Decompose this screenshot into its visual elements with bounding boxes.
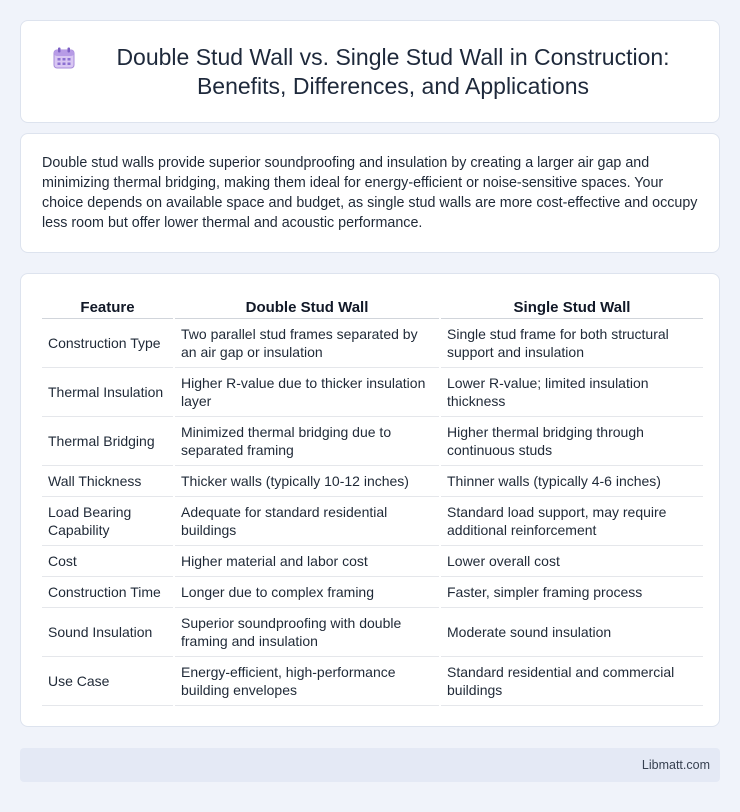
header-single-stud-wall: Single Stud Wall	[441, 295, 703, 319]
single-stud-cell: Lower overall cost	[441, 546, 703, 577]
table-row	[42, 368, 703, 417]
double-stud-cell: Minimized thermal bridging due to separated framing	[175, 417, 439, 466]
feature-cell: Construction Time	[42, 577, 173, 608]
table-row	[42, 417, 703, 466]
single-stud-cell: Moderate sound insulation	[441, 608, 703, 657]
single-stud-cell: Standard residential and commercial buildings	[441, 657, 703, 706]
feature-cell: Sound Insulation	[42, 608, 173, 657]
double-stud-cell: Two parallel stud frames separated by an air gap or insulation	[175, 319, 439, 368]
feature-cell: Wall Thickness	[42, 466, 173, 497]
double-stud-cell: Longer due to complex framing	[175, 577, 439, 608]
comparison-table-card	[20, 273, 720, 727]
header-double-stud-wall: Double Stud Wall	[175, 295, 439, 319]
feature-cell: Construction Type	[42, 319, 173, 368]
page-title: Double Stud Wall vs. Single Stud Wall in Construction: Benefits, Differences, and Applications	[116, 43, 670, 99]
footer-site-link[interactable]: Libmatt.com	[641, 758, 710, 772]
feature-cell: Thermal Bridging	[42, 417, 173, 466]
header-feature: Feature	[42, 295, 173, 319]
title-wrap	[21, 43, 719, 101]
table-row	[42, 466, 703, 497]
footer	[20, 748, 720, 782]
table-header-row	[42, 295, 703, 319]
table-row	[42, 657, 703, 706]
feature-cell: Use Case	[42, 657, 173, 706]
double-stud-cell: Adequate for standard residential buildings	[175, 497, 439, 546]
double-stud-cell: Energy-efficient, high-performance building envelopes	[175, 657, 439, 706]
single-stud-cell: Higher thermal bridging through continuous studs	[441, 417, 703, 466]
single-stud-cell: Lower R-value; limited insulation thickness	[441, 368, 703, 417]
feature-cell: Thermal Insulation	[42, 368, 173, 417]
table-row	[42, 608, 703, 657]
double-stud-cell: Higher material and labor cost	[175, 546, 439, 577]
comparison-table	[40, 295, 705, 706]
double-stud-cell: Superior soundproofing with double framing and insulation	[175, 608, 439, 657]
feature-cell: Load Bearing Capability	[42, 497, 173, 546]
single-stud-cell: Single stud frame for both structural support and insulation	[441, 319, 703, 368]
title-card	[20, 20, 720, 123]
table-row	[42, 546, 703, 577]
single-stud-cell: Faster, simpler framing process	[441, 577, 703, 608]
table-row	[42, 577, 703, 608]
single-stud-cell: Standard load support, may require additional reinforcement	[441, 497, 703, 546]
double-stud-cell: Higher R-value due to thicker insulation layer	[175, 368, 439, 417]
summary-card	[20, 133, 720, 253]
single-stud-cell: Thinner walls (typically 4-6 inches)	[441, 466, 703, 497]
summary-text: Double stud walls provide superior soundproofing and insulation by creating a larger air gap and minimizing thermal bridging, making them ideal for energy-efficient or noise-sensitive spaces. Your choice depends on available space and budget, as single stud walls are more cost-effective and occupy less room but offer lower thermal and acoustic performance.	[42, 155, 698, 231]
double-stud-cell: Thicker walls (typically 10-12 inches)	[175, 466, 439, 497]
feature-cell: Cost	[42, 546, 173, 577]
calendar-icon	[51, 45, 77, 71]
table-row	[42, 319, 703, 368]
table-row	[42, 497, 703, 546]
